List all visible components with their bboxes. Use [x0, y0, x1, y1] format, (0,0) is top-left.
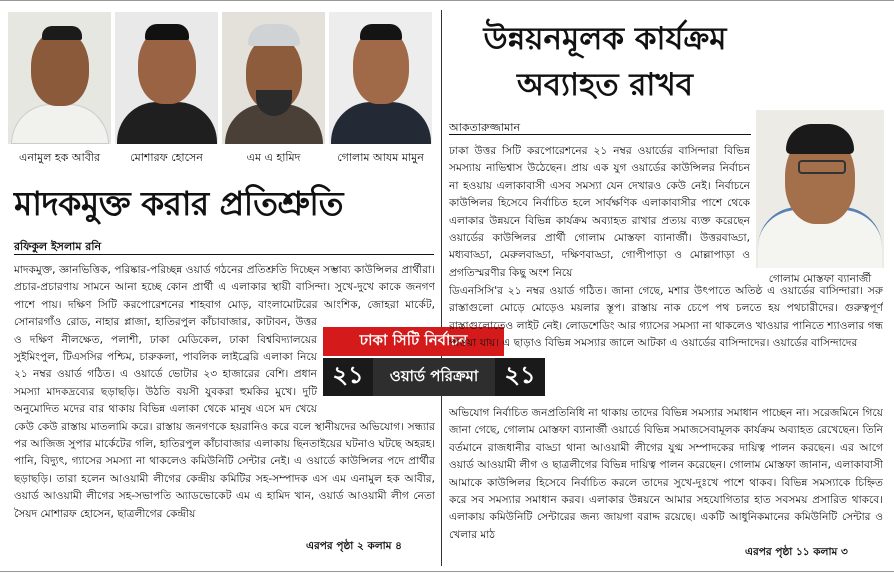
right-body-paragraph-middle: ডিএনসিসি'র ২১ নম্বর ওয়ার্ড গঠিত। জানা গেছে, মশার উৎপাতে অতিষ্ঠ এ ওয়ার্ডের বাসিন্দারা। সরু রাস্তাগুলো মোড়ে মোড়েও ময়লার স্তূপ। রাস্তায় নাক চেপে পথ চলতে হয় পথচারীদের। গুরুত্বপূর্ণ রাস্তাগুলোতেও লাইট নেই। লোডশেডিং আর গ্যাসের সমস্যা না থাকলেও খাওয়ার পানিতে শ্যাওলার গন্ধ পাওয়া যায়। এ ছাড়াও বিভিন্ন সমস্যার জালে আটকা এ ওয়ার্ডের বাসিন্দাদের। ওয়ার্ডের বাসিন্দাদের	[449, 285, 883, 350]
portrait-caption: গোলাম মোস্তফা ব্যানার্জী	[768, 273, 872, 285]
right-headline-line-1: উন্নয়নমূলক কার্যক্রম	[483, 21, 727, 57]
right-body-paragraph-bottom: অভিযোগ নির্বাচিত জনপ্রতিনিধি না থাকায় তাদের বিভিন্ন সমস্যার সমাধান পাচ্ছেন না। সরেজমিনে গিয়ে জানা গেছে, গোলাম মোস্তফা ব্যানার্জী ওয়ার্ডে বিভিন্ন সমাজসেবামূলক কার্যক্রম অব্যাহত রেখেছেন। তিনি বর্তমানে রাজধানীর বাড্ডা থানা আওয়ামী লীগের যুগ্ম সম্পাদকের দায়িত্ব পালন করছেন। এর আগে ওয়ার্ড আওয়ামী লীগ ও ছাত্রলীগের বিভিন্ন দায়িত্ব পালন করেছেন। গোলাম মোস্তফা জানান, এলাকাবাসী আমাকে কাউন্সিলর হিসেবে নির্বাচিত করলে তাদের সুখে-দুঃখে পাশে থাকব। বিভিন্ন সমস্যাকে চিহ্নিত করে সব সমস্যার সমাধান করব। এলাকার উন্নয়নে আমার সহযোগিতার হাত সবসময় প্রসারিত থাকবে। এলাকায় কমিউনিটি সেন্টারের জন্য জায়গা বরাদ্দ রয়েছে। একটি আধুনিকমানের কমিউনিটি সেন্টার ও খেলার মাঠ	[449, 407, 883, 541]
ward-number-left: ২১	[323, 358, 373, 396]
right-body-bottom	[449, 405, 883, 562]
column-divider	[441, 10, 442, 566]
right-body-middle	[449, 283, 883, 405]
series-banner-label: ওয়ার্ড পরিক্রমা	[373, 358, 495, 396]
candidate-photo-2	[115, 12, 218, 144]
right-headline	[450, 16, 760, 108]
candidate-photo-4	[329, 12, 432, 144]
series-banner-title: ঢাকা সিটি নির্বাচন	[359, 331, 468, 349]
left-body-text	[14, 262, 435, 534]
ward-number-right: ২১	[495, 358, 545, 396]
right-byline-rule	[449, 134, 751, 135]
page-frame-bottom	[0, 571, 894, 572]
right-body-top	[449, 143, 750, 283]
right-byline: আকতারুজ্জামান	[449, 121, 521, 134]
candidate-caption-3: এম এ হামিদ	[246, 151, 301, 164]
candidate-photo-3	[222, 12, 325, 144]
candidate-caption-1: এনামুল হক আবীর	[18, 151, 101, 164]
left-byline: রফিকুল ইসলাম রনি	[14, 240, 102, 253]
right-headline-line-2: অব্যাহত রাখব	[516, 67, 694, 103]
left-body-paragraph: মাদকমুক্ত, জ্ঞানভিত্তিক, পরিষ্কার-পরিচ্ছন্ন ওয়ার্ড গঠনের প্রতিশ্রুতি দিচ্ছেন সম্ভাব্য কাউন্সিলর প্রার্থীরা। প্রচার-প্রচারণায় সামনে আনা হচ্ছে কোন প্রার্থী এ এলাকার স্থায়ী বাসিন্দা। সুখে-দুখে কাকে জনগণ পাশে পায়। দক্ষিণ সিটি করপোরেশনের শাহবাগ মোড়, বাংলামোটরের আংশিক, জোহরা মার্কেট, সোনারগাঁও রোড, নাহার প্লাজা, হাতিরপুল কাঁচাবাজার, কাটাবন, উত্তর ও দক্ষিণ নীলক্ষেত, পলাশী, ঢাকা মেডিকেল, ঢাকা বিশ্ববিদ্যালয়ের সুইমিংপুল, টিএসসির পশ্চিম, চারুকলা, পাবলিক লাইব্রেরি এলাকা নিয়ে ২১ নম্বর ওয়ার্ড গঠিত। এ ওয়ার্ডে ভোটার ২৩ হাজারের বেশি। প্রধান সমস্যা মাদকদ্রব্যের ছড়াছড়ি। উঠতি বয়সী যুবকরা হুমকির মুখে। দুটি অনুমোদিত মদের বার থাকায় বিভিন্ন এলাকা থেকে মানুষ এসে মদ খেয়ে কেউ কেউ রাস্তায় মাতলামি করে। রাস্তায় জনগণকে হয়রানিও করে বলে স্থানীয়দের অভিযোগ। সন্ধ্যার পর আজিজ সুপার মার্কেটের গলি, হাতিরপুল কাঁচাবাজার এলাকায় ছিনতাইয়ের ঘটনাও ঘটছে অহরহ। পানি, বিদ্যুৎ, গ্যাসের সমস্যা না থাকলেও কমিউনিটি সেন্টার নেই। এ ওয়ার্ডে কাউন্সিলর পদে প্রার্থীর ছড়াছড়ি। তারা হলেন আওয়ামী লীগের কেন্দ্রীয় কমিটির সহ-সম্পাদক এস এম এনামুল হক আবীর, ওয়ার্ড আওয়ামী লীগের সহ-সভাপতি অ্যাডভোকেট এম এ হামিদ খান, ওয়ার্ড আওয়ামী লীগ নেতা সৈয়দ মোশারফ হোসেন, ছাত্রলীগের কেন্দ্রীয়	[14, 264, 435, 520]
candidate-caption-4: গোলাম আযম মামুন	[337, 151, 424, 164]
left-headline: মাদকমুক্ত করার প্রতিশ্রুতি	[14, 184, 344, 223]
right-body-paragraph-top: ঢাকা উত্তর সিটি করপোরেশনের ২১ নম্বর ওয়ার্ডের বাসিন্দারা বিভিন্ন সমস্যায় নাভিশ্বাস উঠেছেন। প্রায় এক যুগ ওয়ার্ডের কাউন্সিলর নির্বাচন না হওয়ায় এলাকাবাসী এসব সমস্যা যেন দেখারও কেউ নেই। নির্বাচনে কাউন্সিলর হিসেবে নির্বাচিত হলে সার্বক্ষণিক এলাকাবাসীর পাশে থেকে এলাকার উন্নয়নে বিভিন্ন কার্যক্রম অব্যাহত রাখার প্রত্যয় ব্যক্ত করেছেন ওয়ার্ডের কাউন্সিলর প্রার্থী গোলাম মোস্তফা ব্যানার্জী। উত্তরবাড্ডা, মধ্যবাড্ডা, মেরুলবাড্ডা, দক্ষিণবাড্ডা, গোপীপাড়া ও মোল্লাপাড়া ও প্রগতিস্মরণীর কিছু অংশ নিয়ে	[449, 145, 750, 279]
candidate-caption-2: মোশারফ হোসেন	[130, 151, 203, 164]
candidate-photo-1	[8, 12, 111, 144]
left-continued-note: এরপর পৃষ্ঠা ২ কলাম ৪	[306, 540, 402, 552]
councillor-portrait	[756, 110, 884, 268]
page-frame-top	[0, 0, 894, 1]
left-byline-rule	[14, 254, 434, 255]
right-continued-note: এরপর পৃষ্ঠা ১১ কলাম ৩	[745, 546, 848, 558]
